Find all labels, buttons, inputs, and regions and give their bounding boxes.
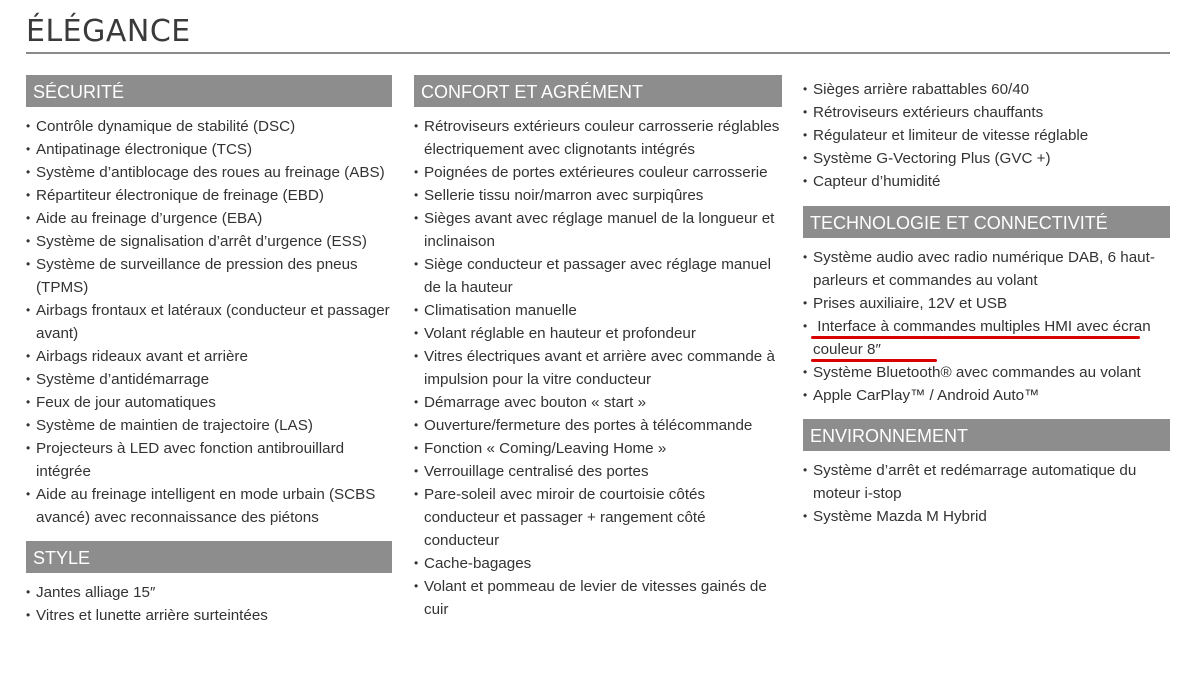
list-item: • Fonction « Coming/Leaving Home » [414, 437, 782, 460]
list-item: • Système d’arrêt et redémarrage automatique du moteur i-stop [803, 459, 1170, 505]
list-item: • Système Mazda M Hybrid [803, 505, 1170, 528]
column-1 [26, 75, 392, 639]
red-underline-mark [811, 359, 937, 362]
list-item: • Ouverture/fermeture des portes à télécommande [414, 414, 782, 437]
technologie-list [803, 246, 1170, 407]
list-item: • Airbags rideaux avant et arrière [26, 345, 392, 368]
list-item: • Vitres électriques avant et arrière avec commande à impulsion pour la vitre conducteur [414, 345, 782, 391]
section-header-securite: SÉCURITÉ [26, 75, 392, 107]
column-3 [803, 75, 1170, 540]
list-item: • Sièges arrière rabattables 60/40 [803, 78, 1170, 101]
list-item: • Airbags frontaux et latéraux (conducteur et passager avant) [26, 299, 392, 345]
section-header-style: STYLE [26, 541, 392, 573]
list-item: • Jantes alliage 15″ [26, 581, 392, 604]
list-item: • Sellerie tissu noir/marron avec surpiqûres [414, 184, 782, 207]
list-item: • Prises auxiliaire, 12V et USB [803, 292, 1170, 315]
section-header-technologie: TECHNOLOGIE ET CONNECTIVITÉ [803, 206, 1170, 238]
list-item: • Cache-bagages [414, 552, 782, 575]
confort-continued-list [803, 78, 1170, 193]
list-item: • Climatisation manuelle [414, 299, 782, 322]
list-item: • Démarrage avec bouton « start » [414, 391, 782, 414]
list-item: • Rétroviseurs extérieurs chauffants [803, 101, 1170, 124]
list-item: • Vitres et lunette arrière surteintées [26, 604, 392, 627]
list-item: • Rétroviseurs extérieurs couleur carrosserie réglables électriquement avec clignotants intégrés [414, 115, 782, 161]
column-2 [414, 75, 782, 633]
environnement-list [803, 459, 1170, 528]
list-item: • Verrouillage centralisé des portes [414, 460, 782, 483]
list-item: • Aide au freinage d’urgence (EBA) [26, 207, 392, 230]
confort-list [414, 115, 782, 621]
list-item: • Antipatinage électronique (TCS) [26, 138, 392, 161]
style-list [26, 581, 392, 627]
list-item: • Volant réglable en hauteur et profondeur [414, 322, 782, 345]
list-item: • Siège conducteur et passager avec réglage manuel de la hauteur [414, 253, 782, 299]
list-item: • Système audio avec radio numérique DAB, 6 haut-parleurs et commandes au volant [803, 246, 1170, 292]
list-item: • Régulateur et limiteur de vitesse réglable [803, 124, 1170, 147]
highlighted-list-item [803, 315, 1170, 361]
list-item: • Aide au freinage intelligent en mode urbain (SCBS avancé) avec reconnaissance des piétons [26, 483, 392, 529]
list-item: • Système d’antidémarrage [26, 368, 392, 391]
title-divider [26, 52, 1170, 54]
section-header-environnement: ENVIRONNEMENT [803, 419, 1170, 451]
red-underline-mark [811, 336, 1140, 339]
page-title: ÉLÉGANCE [26, 14, 191, 49]
list-item: • Capteur d’humidité [803, 170, 1170, 193]
section-header-confort: CONFORT ET AGRÉMENT [414, 75, 782, 107]
securite-list [26, 115, 392, 529]
list-item: • Système de maintien de trajectoire (LAS) [26, 414, 392, 437]
highlighted-item-text: Interface à commandes multiples HMI avec écran couleur 8″ [813, 318, 1151, 358]
list-item: • Système d’antiblocage des roues au freinage (ABS) [26, 161, 392, 184]
list-item: • Sièges avant avec réglage manuel de la longueur et inclinaison [414, 207, 782, 253]
list-item: • Répartiteur électronique de freinage (EBD) [26, 184, 392, 207]
list-item: • Apple CarPlay™ / Android Auto™ [803, 384, 1170, 407]
list-item: • Poignées de portes extérieures couleur carrosserie [414, 161, 782, 184]
list-item: • Projecteurs à LED avec fonction antibrouillard intégrée [26, 437, 392, 483]
list-item: • Feux de jour automatiques [26, 391, 392, 414]
list-item: • Système de surveillance de pression des pneus (TPMS) [26, 253, 392, 299]
list-item: • Système Bluetooth® avec commandes au volant [803, 361, 1170, 384]
list-item: • Système G-Vectoring Plus (GVC +) [803, 147, 1170, 170]
list-item: • Volant et pommeau de levier de vitesses gainés de cuir [414, 575, 782, 621]
list-item: • Pare-soleil avec miroir de courtoisie côtés conducteur et passager + rangement côté conducteur [414, 483, 782, 552]
list-item: • Système de signalisation d’arrêt d’urgence (ESS) [26, 230, 392, 253]
list-item: • Contrôle dynamique de stabilité (DSC) [26, 115, 392, 138]
